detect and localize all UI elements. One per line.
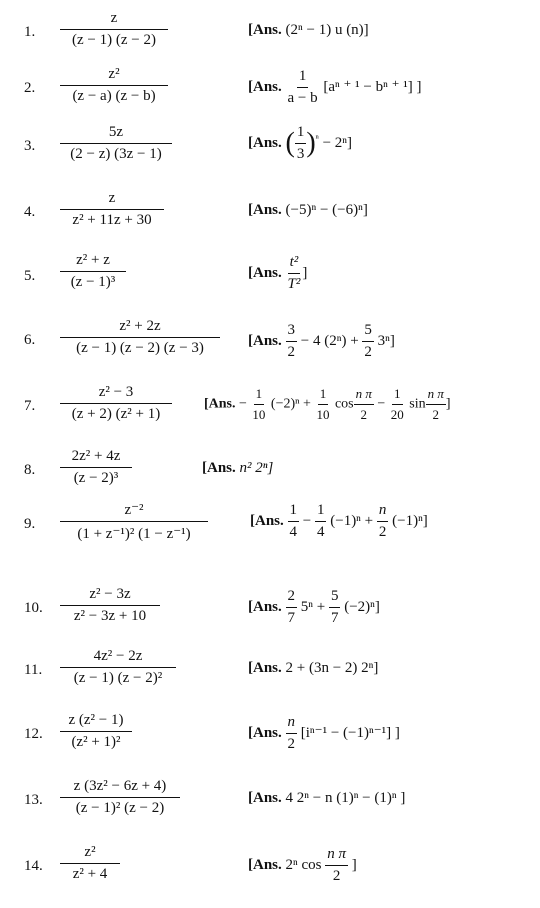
expression-denominator: (1 + z⁻¹)² (1 − z⁻¹) bbox=[77, 526, 191, 542]
answer-label: [Ans. bbox=[204, 396, 236, 412]
answer-text: − bbox=[302, 512, 312, 529]
answer-fraction-numerator: 2 bbox=[286, 588, 298, 608]
answer-label: [Ans. bbox=[250, 512, 284, 529]
answer-label: [Ans. bbox=[248, 856, 282, 873]
expression-numerator: z² bbox=[60, 844, 120, 864]
answer-text: 2ⁿ cos bbox=[285, 856, 322, 873]
expression-denominator: (z − 1) (z − 2) bbox=[72, 32, 156, 48]
answer-fraction-denominator: 2 bbox=[360, 407, 367, 422]
answer-fraction-denominator: 4 bbox=[316, 524, 325, 540]
answer-text: n² 2ⁿ] bbox=[239, 460, 274, 476]
expression-denominator: (z² + 1)² bbox=[71, 734, 121, 750]
answer-text: sin bbox=[409, 396, 426, 412]
expression-denominator: (z − a) (z − b) bbox=[72, 88, 156, 104]
answer-label: [Ans. bbox=[248, 724, 282, 741]
answer-label: [Ans. bbox=[202, 460, 236, 476]
answer bbox=[248, 22, 369, 39]
answer-label: [Ans. bbox=[248, 78, 282, 95]
answer-fraction bbox=[286, 254, 303, 293]
answer-fraction-denominator: T² bbox=[287, 276, 301, 292]
answer bbox=[204, 386, 451, 423]
expression-denominator: z² − 3z + 10 bbox=[73, 608, 147, 624]
answer-fraction-denominator: 2 bbox=[432, 407, 440, 422]
answer-text: ] bbox=[351, 856, 357, 873]
answer-fraction-denominator: 3 bbox=[296, 146, 305, 162]
problem-number: 14. bbox=[24, 858, 43, 874]
answer-fraction-numerator: 1 bbox=[315, 502, 327, 522]
problem-number: 9. bbox=[24, 516, 36, 532]
answer-text: ] bbox=[445, 396, 451, 412]
answer-text: 2 + (3n − 2) 2ⁿ] bbox=[285, 660, 379, 676]
answer bbox=[248, 790, 405, 807]
expression-numerator: z² + z bbox=[60, 252, 126, 272]
expression-numerator: 5z bbox=[60, 124, 172, 144]
answer-text: (−5)ⁿ − (−6)ⁿ] bbox=[285, 202, 368, 218]
expression-denominator: (z + 2) (z² + 1) bbox=[71, 406, 161, 422]
answer-fraction bbox=[389, 386, 406, 423]
answer-text: 4 2ⁿ − n (1)ⁿ − (1)ⁿ ] bbox=[285, 790, 406, 806]
problem-number: 11. bbox=[24, 662, 43, 678]
problem-number: 5. bbox=[24, 268, 36, 284]
answer-fraction-denominator: 2 bbox=[332, 868, 341, 884]
answer-text: ] bbox=[302, 264, 308, 281]
left-paren: ( bbox=[285, 127, 295, 159]
answer-text: [aⁿ ⁺ ¹ − bⁿ ⁺ ¹] ] bbox=[323, 78, 422, 95]
answer-text: − 4 (2ⁿ) + bbox=[300, 332, 359, 349]
answer-fraction-numerator: n π bbox=[325, 846, 348, 866]
answer-fraction-numerator: n bbox=[377, 502, 389, 522]
expression-numerator: z (3z² − 6z + 4) bbox=[60, 778, 180, 798]
answer-fraction-denominator: 7 bbox=[287, 610, 296, 626]
answer-fraction bbox=[354, 386, 374, 423]
problem-expression bbox=[60, 648, 176, 687]
expression-numerator: z⁻² bbox=[60, 500, 208, 522]
answer-fraction-numerator: n π bbox=[354, 386, 374, 405]
answer-fraction-numerator: 5 bbox=[329, 588, 341, 608]
answer-label: [Ans. bbox=[248, 134, 282, 151]
answer bbox=[248, 254, 307, 293]
answer-fraction-numerator: 1 bbox=[295, 124, 307, 144]
expression-numerator: z² − 3 bbox=[60, 384, 172, 404]
answer-text: (−2)ⁿ + bbox=[270, 396, 311, 412]
problem-number: 12. bbox=[24, 726, 43, 742]
problem-number: 3. bbox=[24, 138, 36, 154]
problem-number: 6. bbox=[24, 332, 36, 348]
answer-fraction-denominator: 2 bbox=[378, 524, 387, 540]
problem-expression bbox=[60, 66, 168, 105]
problem-expression bbox=[60, 252, 126, 291]
answer-text: [iⁿ⁻¹ − (−1)ⁿ⁻¹] ] bbox=[300, 724, 400, 741]
expression-numerator: 4z² − 2z bbox=[60, 648, 176, 668]
answer-fraction-denominator: 2 bbox=[287, 344, 296, 360]
answer bbox=[248, 68, 422, 107]
answer bbox=[248, 660, 378, 677]
expression-denominator: z² + 11z + 30 bbox=[72, 212, 152, 228]
answer-fraction-numerator: 1 bbox=[297, 68, 309, 88]
expression-denominator: (z − 1)² (z − 2) bbox=[75, 800, 165, 816]
answer-label: [Ans. bbox=[248, 202, 282, 218]
problem-number: 7. bbox=[24, 398, 36, 414]
answer bbox=[248, 588, 380, 627]
answer-text: (−1)ⁿ] bbox=[392, 512, 428, 529]
problem-expression bbox=[60, 190, 164, 229]
expression-numerator: z bbox=[60, 190, 164, 210]
right-paren: ) bbox=[306, 127, 316, 159]
answer-text: − bbox=[239, 396, 247, 412]
answer-text: (2ⁿ − 1) u (n)] bbox=[285, 22, 369, 38]
expression-numerator: z (z² − 1) bbox=[60, 712, 132, 732]
answer-fraction bbox=[288, 502, 300, 541]
problem-expression bbox=[60, 318, 220, 357]
problem-number: 2. bbox=[24, 80, 36, 96]
expression-denominator: (z − 1) (z − 2)² bbox=[73, 670, 163, 686]
answer-text: − 2ⁿ] bbox=[322, 134, 353, 151]
answer-label: [Ans. bbox=[248, 22, 282, 38]
answer-fraction-numerator: t² bbox=[288, 254, 301, 274]
answer-label: [Ans. bbox=[248, 660, 282, 676]
expression-numerator: z² + 2z bbox=[60, 318, 220, 338]
problem-number: 4. bbox=[24, 204, 36, 220]
answer-label: [Ans. bbox=[248, 264, 282, 281]
answer bbox=[250, 502, 428, 541]
problem-number: 13. bbox=[24, 792, 43, 808]
answer-fraction-denominator: 4 bbox=[289, 524, 298, 540]
problem-expression bbox=[60, 124, 172, 163]
expression-denominator: (2 − z) (3z − 1) bbox=[70, 146, 162, 162]
answer-fraction-denominator: a − b bbox=[287, 90, 318, 106]
problem-number: 10. bbox=[24, 600, 43, 616]
answer-text: 5ⁿ + bbox=[300, 598, 326, 615]
answer-fraction bbox=[362, 322, 374, 361]
answer-fraction bbox=[286, 322, 298, 361]
answer-fraction bbox=[314, 386, 331, 423]
problem-number: 8. bbox=[24, 462, 36, 478]
answer-fraction bbox=[250, 386, 267, 423]
answer-fraction-numerator: n π bbox=[426, 386, 446, 405]
problem-expression bbox=[60, 500, 208, 543]
answer-exponent: ⁿ bbox=[315, 132, 319, 144]
problem-expression bbox=[60, 586, 160, 625]
expression-denominator: (z − 1)³ bbox=[70, 274, 116, 290]
answer-fraction-numerator: 5 bbox=[362, 322, 374, 342]
answer bbox=[248, 714, 400, 753]
problem-expression bbox=[60, 384, 172, 423]
answer bbox=[202, 460, 273, 477]
expression-denominator: (z − 2)³ bbox=[73, 470, 119, 486]
answer-text: 3ⁿ] bbox=[377, 332, 395, 349]
answer-fraction-denominator: 10 bbox=[316, 407, 330, 422]
answer-text: cos bbox=[334, 396, 354, 412]
problem-expression bbox=[60, 10, 168, 49]
problem-number: 1. bbox=[24, 24, 36, 40]
expression-numerator: z bbox=[60, 10, 168, 30]
problem-expression bbox=[60, 778, 180, 817]
answer-fraction-numerator: 1 bbox=[254, 386, 265, 405]
answer-fraction bbox=[325, 846, 348, 885]
answer-fraction bbox=[377, 502, 389, 541]
expression-numerator: z² − 3z bbox=[60, 586, 160, 606]
answer-fraction-denominator: 7 bbox=[330, 610, 339, 626]
problem-expression bbox=[60, 844, 120, 883]
answer-fraction-numerator: 1 bbox=[288, 502, 300, 522]
expression-numerator: z² bbox=[60, 66, 168, 86]
answer-fraction-denominator: 20 bbox=[390, 407, 404, 422]
answer-label: [Ans. bbox=[248, 598, 282, 615]
expression-denominator: z² + 4 bbox=[72, 866, 108, 882]
answer-fraction bbox=[295, 124, 307, 163]
answer bbox=[248, 322, 395, 361]
answer-fraction-denominator: 10 bbox=[252, 407, 266, 422]
answer-fraction-numerator: 3 bbox=[286, 322, 298, 342]
answer-fraction-denominator: 2 bbox=[287, 736, 296, 752]
answer-text: − bbox=[377, 396, 386, 412]
answer bbox=[248, 202, 368, 219]
answer bbox=[248, 846, 357, 885]
answer-fraction bbox=[426, 386, 446, 423]
answer-text: (−2)ⁿ] bbox=[344, 598, 380, 615]
answer-label: [Ans. bbox=[248, 332, 282, 349]
answer-fraction-denominator: 2 bbox=[364, 344, 372, 360]
answer-fraction bbox=[315, 502, 327, 541]
expression-denominator: (z − 1) (z − 2) (z − 3) bbox=[76, 340, 204, 356]
answer-fraction-numerator: 1 bbox=[318, 386, 329, 405]
answer-fraction-numerator: 1 bbox=[392, 386, 403, 405]
answer-text: (−1)ⁿ + bbox=[330, 512, 374, 529]
answer-label: [Ans. bbox=[248, 790, 282, 806]
answer-fraction bbox=[329, 588, 341, 627]
expression-numerator: 2z² + 4z bbox=[60, 448, 132, 468]
answer-fraction bbox=[286, 588, 298, 627]
answer-fraction bbox=[286, 68, 320, 107]
answer-fraction bbox=[286, 714, 298, 753]
answer bbox=[248, 124, 352, 163]
problem-expression bbox=[60, 712, 132, 751]
answer-fraction-numerator: n bbox=[286, 714, 298, 734]
problem-expression bbox=[60, 448, 132, 487]
